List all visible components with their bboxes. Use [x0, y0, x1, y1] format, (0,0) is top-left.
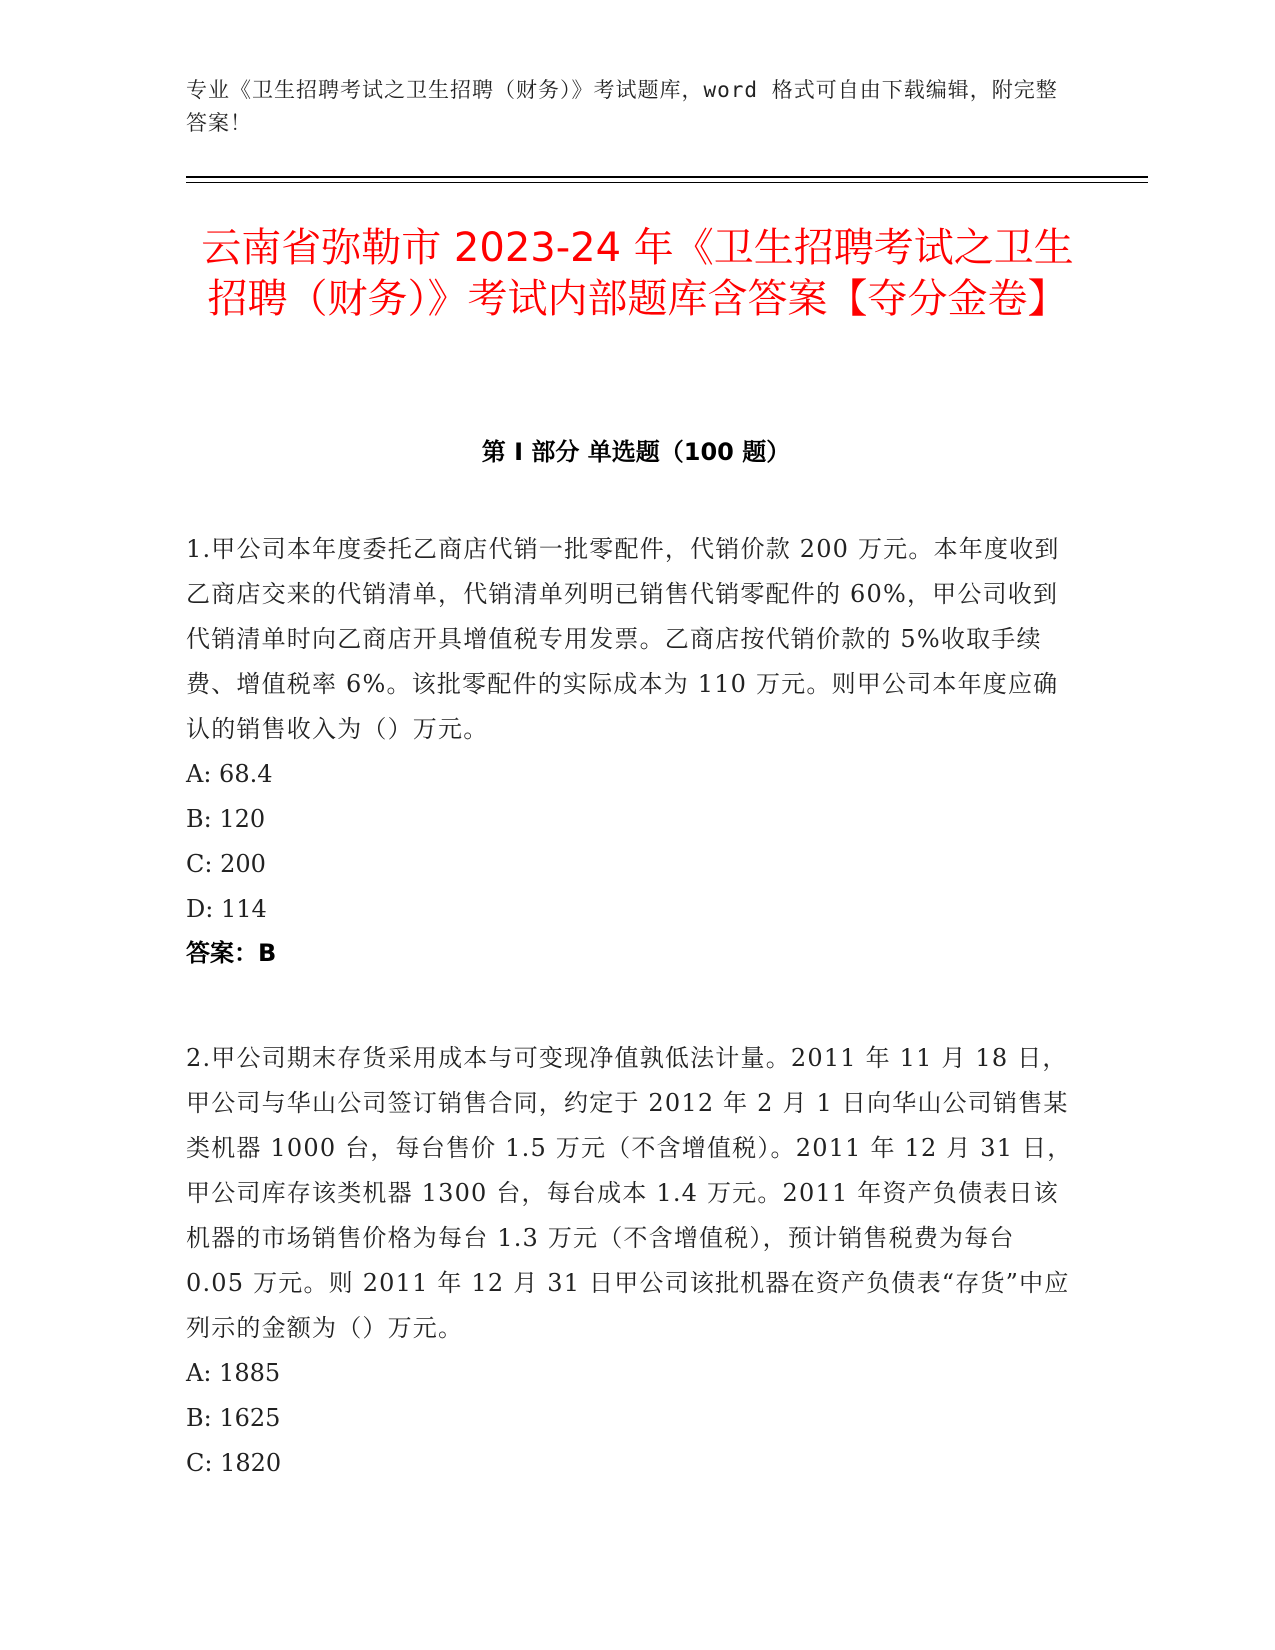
question-1: [186, 527, 1076, 974]
header-divider-thin: [186, 182, 1148, 183]
document-title: 云南省弥勒市 2023-24 年《卫生招聘考试之卫生招聘（财务）》考试内部题库含答案【夺分金卷】: [201, 225, 1074, 322]
question-2-option-c: C: 1820: [186, 1449, 282, 1477]
question-1-option-a: A: 68.4: [186, 760, 273, 788]
question-2: [186, 1036, 1076, 1486]
section-heading: 第 I 部分 单选题（100 题）: [481, 438, 791, 466]
question-1-option-b: B: 120: [186, 805, 266, 833]
question-1-option-d: D: 114: [186, 895, 267, 923]
question-1-answer: 答案：B: [186, 939, 277, 967]
question-2-option-b: B: 1625: [186, 1404, 281, 1432]
question-list: [186, 527, 1076, 1486]
question-2-option-a: A: 1885: [186, 1359, 281, 1387]
question-spacer: [186, 974, 1076, 1036]
question-2-text: 2.甲公司期末存货采用成本与可变现净值孰低法计量。2011 年 11 月 18 日，甲公司与华山公司签订销售合同，约定于 2012 年 2 月 1 日向华山公司销售某类机器 1000 台，每台售价 1.5 万元（不含增值税）。2011 年 12 月 31 日，甲公司库存该类机器 1300 台，每台成本 1.4 万元。2011 年资产负债表日该机器的市场销售价格为每台 1.3 万元（不含增值税），预计销售税费为每台 0.05 万元。则 2011 年 12 月 31 日甲公司该批机器在资产负债表“存货”中应列示的金额为（）万元。: [186, 1044, 1073, 1342]
header-note: 专业《卫生招聘考试之卫生招聘（财务）》考试题库，word 格式可自由下载编辑，附完整答案！: [186, 78, 1058, 135]
question-1-text: 1.甲公司本年度委托乙商店代销一批零配件，代销价款 200 万元。本年度收到乙商店交来的代销清单，代销清单列明已销售代销零配件的 60%，甲公司收到代销清单时向乙商店开具增值税专用发票。乙商店按代销价款的 5%收取手续费、增值税率 6%。该批零配件的实际成本为 110 万元。则甲公司本年度应确认的销售收入为（）万元。: [186, 535, 1060, 743]
question-1-option-c: C: 200: [186, 850, 266, 878]
header-divider-thick: [186, 176, 1148, 178]
